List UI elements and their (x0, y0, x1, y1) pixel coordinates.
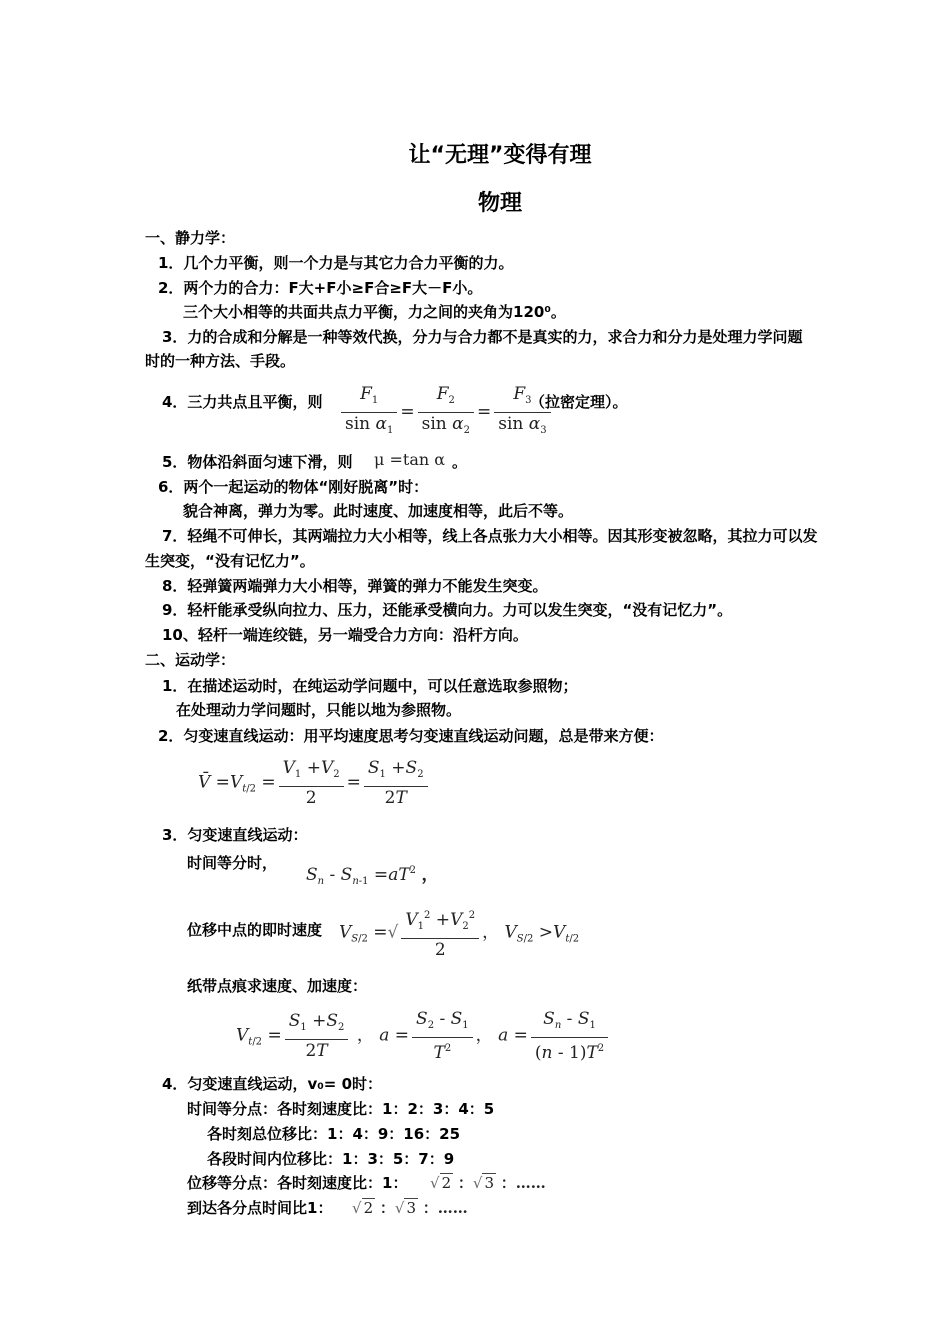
section-heading-statics: 一、静力学： (145, 229, 236, 247)
statics-item-2: 2．两个力的合力：F大+F小≥F合≥F大－F小。 (158, 279, 483, 297)
statics-item-3a: 3．力的合成和分解是一种等效代换，分力与合力都不是真实的力，求合力和分力是处理力学问题 (162, 328, 803, 346)
statics-item-7b: 生突变，“没有记忆力”。 (145, 552, 315, 570)
tape-acceleration-formula: $V_{t/2}$ = $\frac{S_1 +S_2}{2T}$ ， a = $\frac{S_2 - S_1}{T^2}$ ， a = $\frac{S_n - S_1}{(n - 1)T^2}$ (236, 1008, 611, 1064)
statics-item-7a: 7．轻绳不可伸长，其两端拉力大小相等，线上各点张力大小相等。因其形变被忽略，其拉力可以发 (162, 527, 818, 545)
statics-item-10: 10、轻杆一端连绞链，另一端受合力方向：沿杆方向。 (162, 626, 528, 644)
document-subtitle: 物理 (477, 191, 522, 216)
kinematics-item-4: 4．匀变速直线运动，v₀= 0时： (162, 1075, 383, 1093)
average-velocity-formula: V̄ $=V_{t/2}$ = $\frac{V_1 +V_2}{2}$ = $\frac{S_1 +S_2}{2T}$ (198, 757, 431, 809)
statics-item-5: 5．物体沿斜面匀速下滑，则 (162, 453, 353, 471)
total-displacement-ratio: 各时刻总位移比：1：4：9：16：25 (207, 1125, 461, 1143)
kinematics-item-1: 1．在描述运动时，在纯运动学问题中，可以任意选取参照物； (162, 677, 578, 695)
equal-time-velocity-ratio: 时间等分点：各时刻速度比：1：2：3：4：5 (187, 1100, 495, 1118)
statics-item-1: 1．几个力平衡，则一个力是与其它力合力平衡的力。 (158, 254, 514, 272)
arrival-time-ratio: 到达各分点时间比1： (187, 1199, 333, 1217)
equal-displacement-velocity-ratio: 位移等分点：各时刻速度比：1： (187, 1174, 408, 1192)
sqrt-ratio-velocity: √ 2 ：√ 3 ：…… (430, 1174, 546, 1192)
section-heading-kinematics: 二、运动学： (145, 651, 236, 669)
midpoint-velocity-formula: $V_{S/2}$ =√ $\frac{V_1^2 +V_2^2}{2}$ ， $V_{S/2} >V_{t/2}$ (339, 905, 579, 961)
tape-velocity-label: 纸带点痕求速度、加速度： (187, 977, 368, 995)
friction-formula: μ =tan α (374, 450, 446, 469)
kinematics-item-1b: 在处理动力学问题时，只能以地为参照物。 (176, 701, 462, 719)
lami-theorem-formula: $\frac{F_1}{\sin \alpha_1}$ = $\frac{F_2}{\sin \alpha_2}$ = $\frac{F_3}{\sin \alpha_3}$ (338, 383, 554, 442)
statics-item-8: 8．轻弹簧两端弹力大小相等，弹簧的弹力不能发生突变。 (162, 577, 548, 595)
statics-item-4: 4．三力共点且平衡，则 (162, 393, 323, 411)
statics-item-6: 6．两个一起运动的物体“刚好脱离”时： (158, 478, 429, 496)
statics-item-6b: 貌合神离，弹力为零。此时速度、加速度相等，此后不等。 (183, 502, 574, 520)
displacement-difference-formula: $S_n - S_{n-1} =aT^2$ ， (306, 865, 439, 887)
sqrt-ratio-time: √ 2 ：√ 3 ：…… (352, 1199, 468, 1217)
statics-item-9: 9．轻杆能承受纵向拉力、压力，还能承受横向力。力可以发生突变，“没有记忆力”。 (162, 601, 733, 619)
equal-time-label: 时间等分时， (187, 854, 278, 872)
kinematics-item-2: 2．匀变速直线运动：用平均速度思考匀变速直线运动问题，总是带来方便： (158, 727, 664, 745)
statics-item-3b: 时的一种方法、手段。 (145, 352, 296, 370)
lami-theorem-note: （拉密定理）。 (530, 393, 628, 411)
midpoint-velocity-label: 位移中点的即时速度 (187, 921, 323, 939)
document-title: 让“无理”变得有理 (408, 143, 592, 168)
kinematics-item-3: 3．匀变速直线运动： (162, 826, 308, 844)
statics-item-2b: 三个大小相等的共面共点力平衡，力之间的夹角为120⁰。 (183, 303, 566, 321)
statics-item-5-end: 。 (452, 453, 468, 471)
segment-displacement-ratio: 各段时间内位移比：1：3：5：7：9 (207, 1150, 455, 1168)
